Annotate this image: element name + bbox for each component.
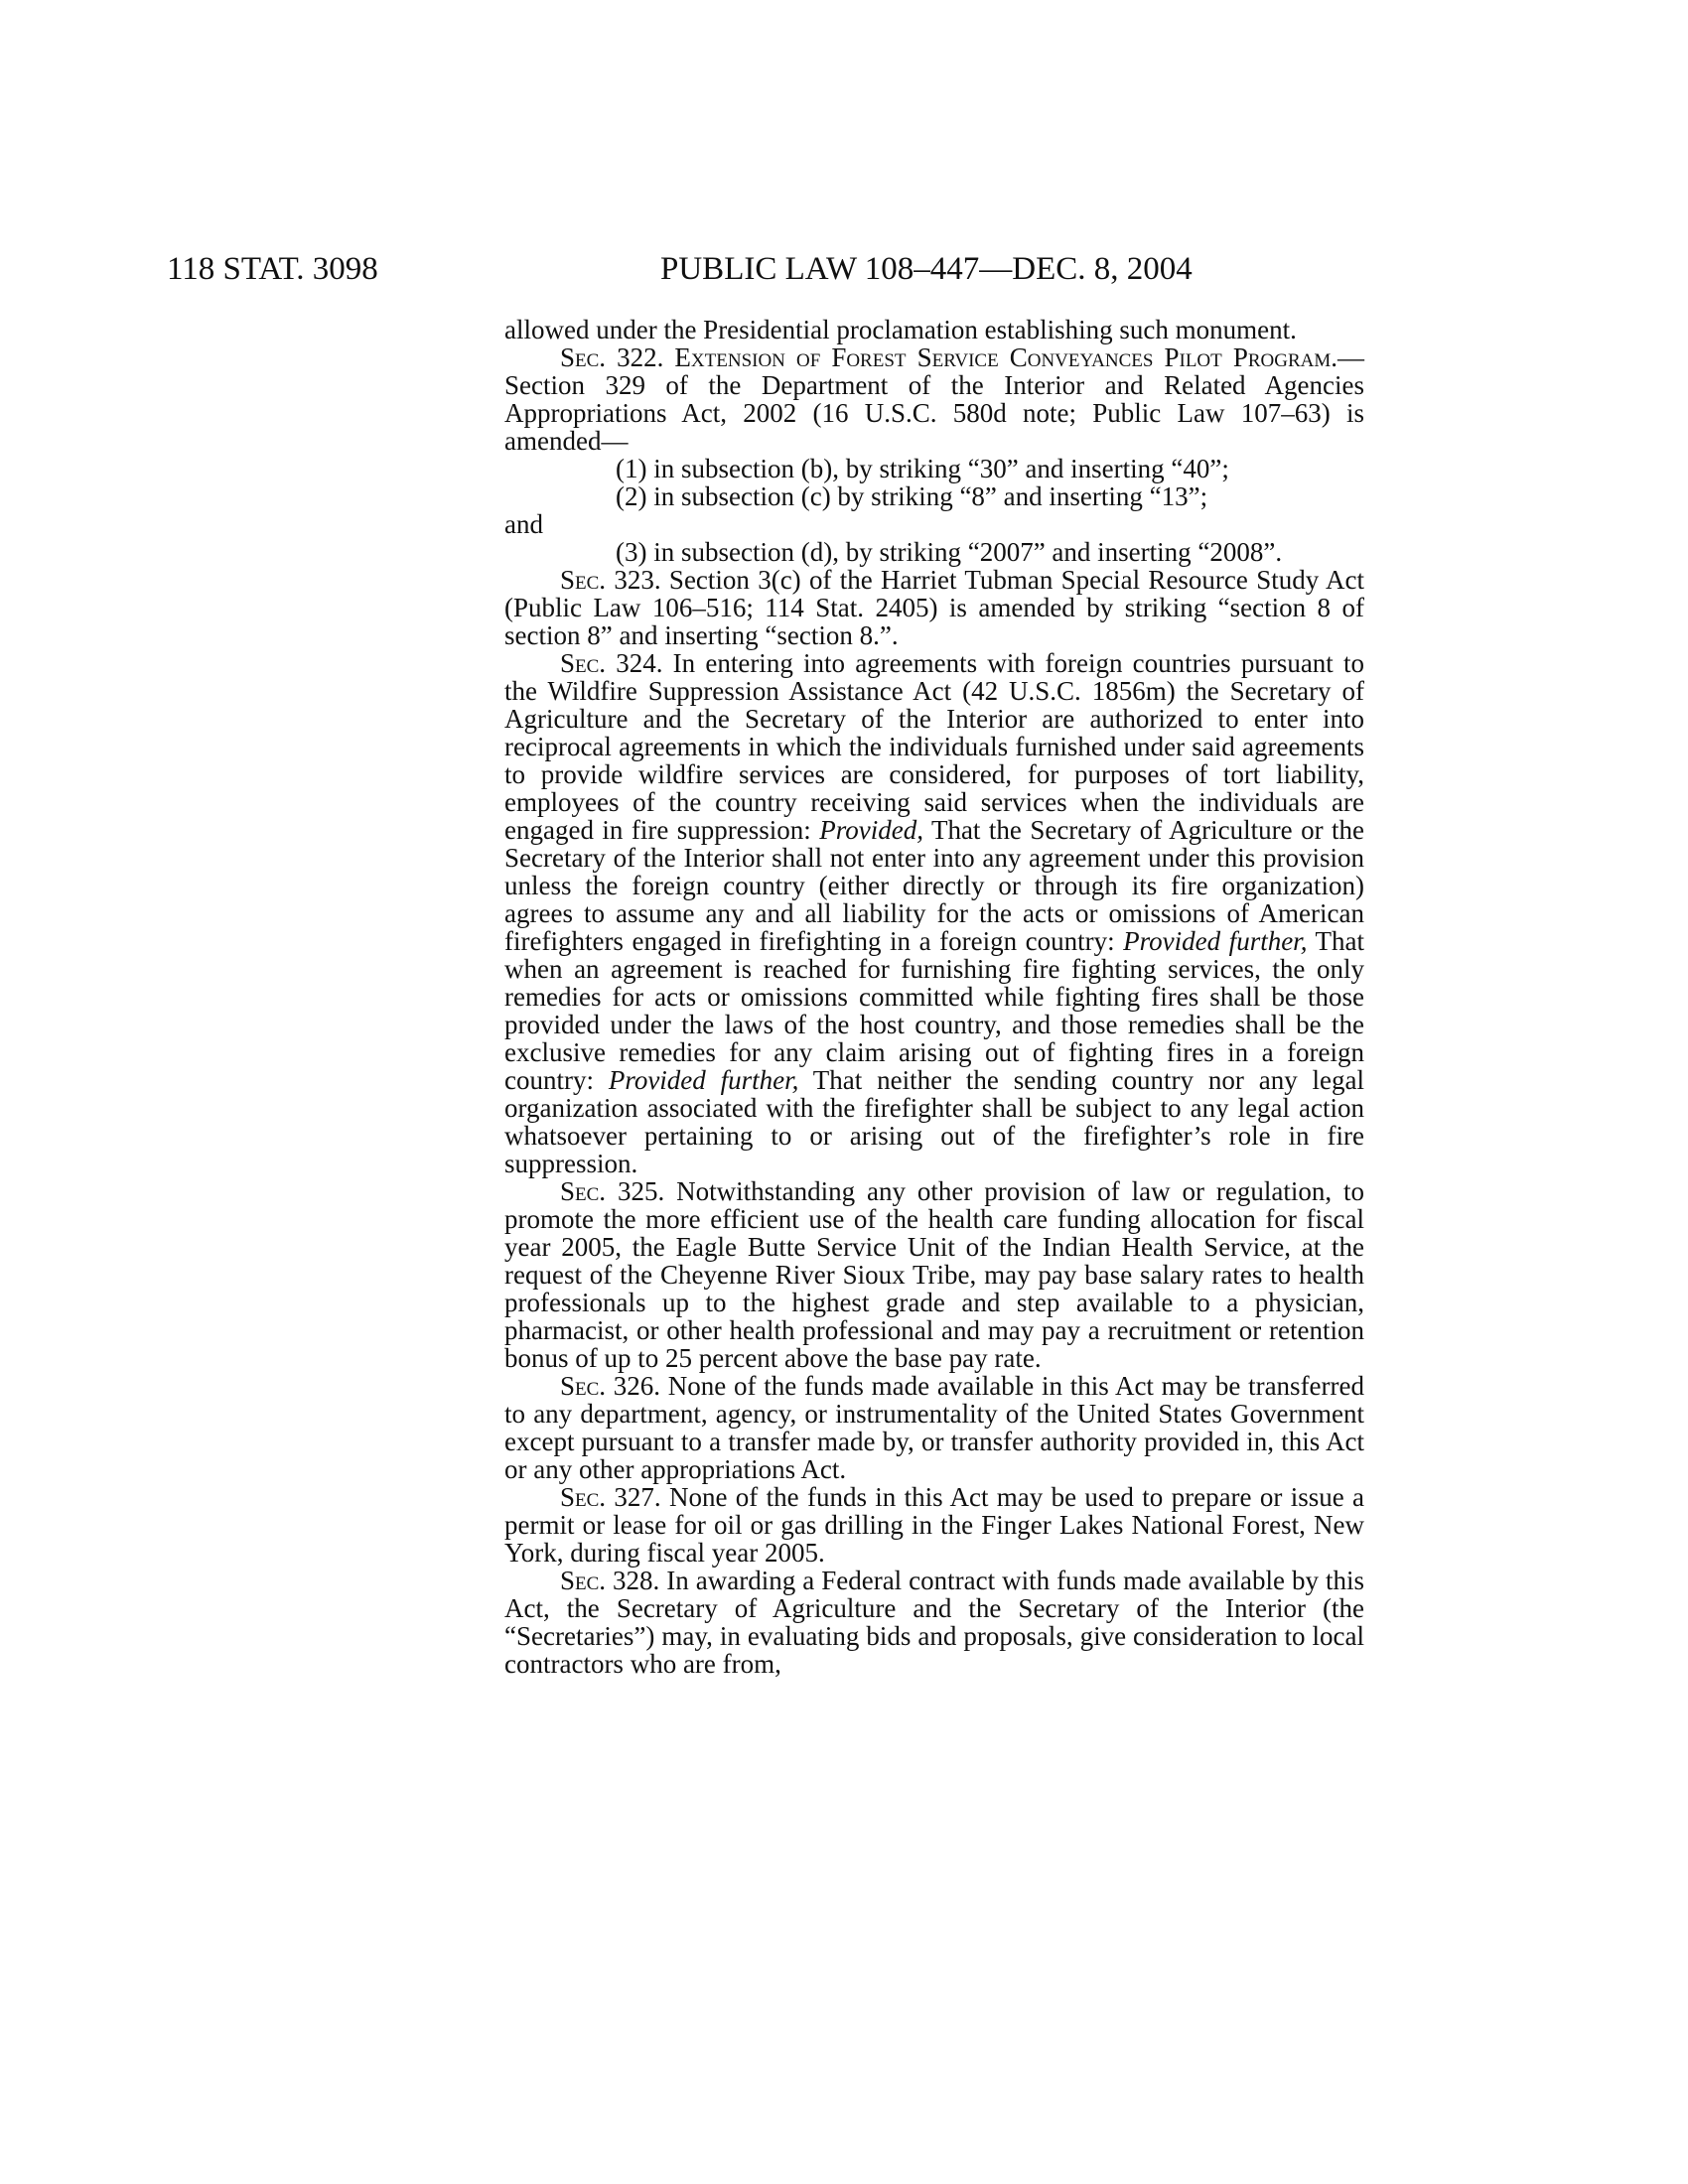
section-322-item-2: [504, 482, 1364, 538]
section-text: In awarding a Federal contract with funds made available by this Act, the Secretary of Agriculture and the Secretary of the Interior (the “Secretaries”) may, in evaluating bids and proposals, give consideration to local contractors who are from,: [504, 1566, 1365, 1679]
section-327: [504, 1483, 1364, 1567]
section-323: [504, 566, 1364, 649]
section-label: Sec. 323.: [560, 565, 661, 595]
section-label: Sec. 324.: [560, 648, 663, 678]
section-label: Sec. 328.: [560, 1566, 660, 1595]
section-label: Sec. 322.: [560, 342, 664, 372]
section-label: Sec. 326.: [560, 1371, 661, 1401]
public-law-reference: PUBLIC LAW 108–447—DEC. 8, 2004: [660, 251, 1193, 287]
section-text: —Section 329 of the Department of the Interior and Related Agencies Appropriations Act, 2002 (16 U.S.C. 580d note; Public Law 107–63) is amended—: [504, 342, 1364, 456]
section-325: [504, 1177, 1364, 1372]
proviso-term: Provided further,: [1123, 926, 1308, 956]
section-text: Section 3(c) of the Harriet Tubman Special Resource Study Act (Public Law 106–516; 114 Stat. 2405) is amended by striking “section 8 of section 8” and inserting “section 8.”.: [504, 565, 1365, 650]
section-322-item-3: (3) in subsection (d), by striking “2007” and inserting “2008”.: [616, 537, 1283, 567]
item-continuation: and: [504, 509, 543, 539]
section-label: Sec. 327.: [560, 1482, 661, 1512]
section-text: That when an agreement is reached for furnishing fire fighting services, the only remedies for acts or omissions committed while fighting fires shall be those provided under the laws of the host country, and those remedies shall be the exclusive remedies for any claim arising out of fighting fires in a foreign country:: [504, 926, 1364, 1095]
section-text: None of the funds in this Act may be used to prepare or issue a permit or lease for oil or gas drilling in the Finger Lakes National Forest, New York, during fiscal year 2005.: [504, 1482, 1365, 1568]
section-text: That neither the sending country nor any legal organization associated with the firefighter shall be subject to any legal action whatsoever pertaining to or arising out of the firefighter’s role in fire suppression.: [504, 1065, 1365, 1178]
section-322: [504, 343, 1364, 455]
page-header: [167, 246, 1360, 292]
proviso-term: Provided further,: [608, 1065, 799, 1095]
section-322-item-1: (1) in subsection (b), by striking “30” and inserting “40”;: [616, 454, 1229, 483]
law-text-body: [504, 316, 1364, 1678]
section-label: Sec. 325.: [560, 1176, 665, 1206]
section-text: Notwithstanding any other provision of law or regulation, to promote the more efficient use of the health care funding allocation for fiscal year 2005, the Eagle Butte Service Unit of the Indian Health Service, at the request of the Cheyenne River Sioux Tribe, may pay base salary rates to health professionals up to the highest grade and step available to a physician, pharmacist, or other health professional and may pay a recruitment or retention bonus of up to 25 percent above the base pay rate.: [504, 1176, 1364, 1373]
proviso-term: Provided,: [819, 815, 923, 845]
continuation-paragraph: allowed under the Presidential proclamation establishing such monument.: [504, 315, 1297, 344]
section-text: None of the funds made available in this Act may be transferred to any department, agency, or instrumentality of the United States Government except pursuant to a transfer made by, or transfer authority provided in, this Act or any other appropriations Act.: [504, 1371, 1365, 1484]
section-text: That the Secretary of Agriculture or the Secretary of the Interior shall not enter into any agreement under this provision unless the foreign country (either directly or through its fire organization) agrees to assume any and all liability for the acts or omissions of American firefighters engaged in firefighting in a foreign country:: [504, 815, 1365, 956]
item-text: (2) in subsection (c) by striking “8” and inserting “13”;: [616, 481, 1208, 511]
statute-page-reference: 118 STAT. 3098: [167, 251, 378, 287]
section-heading: Extension of Forest Service Conveyances Pilot Program.: [674, 342, 1337, 372]
section-326: [504, 1372, 1364, 1483]
section-328: [504, 1567, 1364, 1678]
section-text: In entering into agreements with foreign countries pursuant to the Wildfire Suppression Assistance Act (42 U.S.C. 1856m) the Secretary of Agriculture and the Secretary of the Interior are authorized to enter into reciprocal agreements in which the individuals furnished under said agreements to provide wildfire services are considered, for purposes of tort liability, employees of the country receiving said services when the individuals are engaged in fire suppression:: [504, 648, 1364, 845]
section-324: [504, 649, 1364, 1177]
